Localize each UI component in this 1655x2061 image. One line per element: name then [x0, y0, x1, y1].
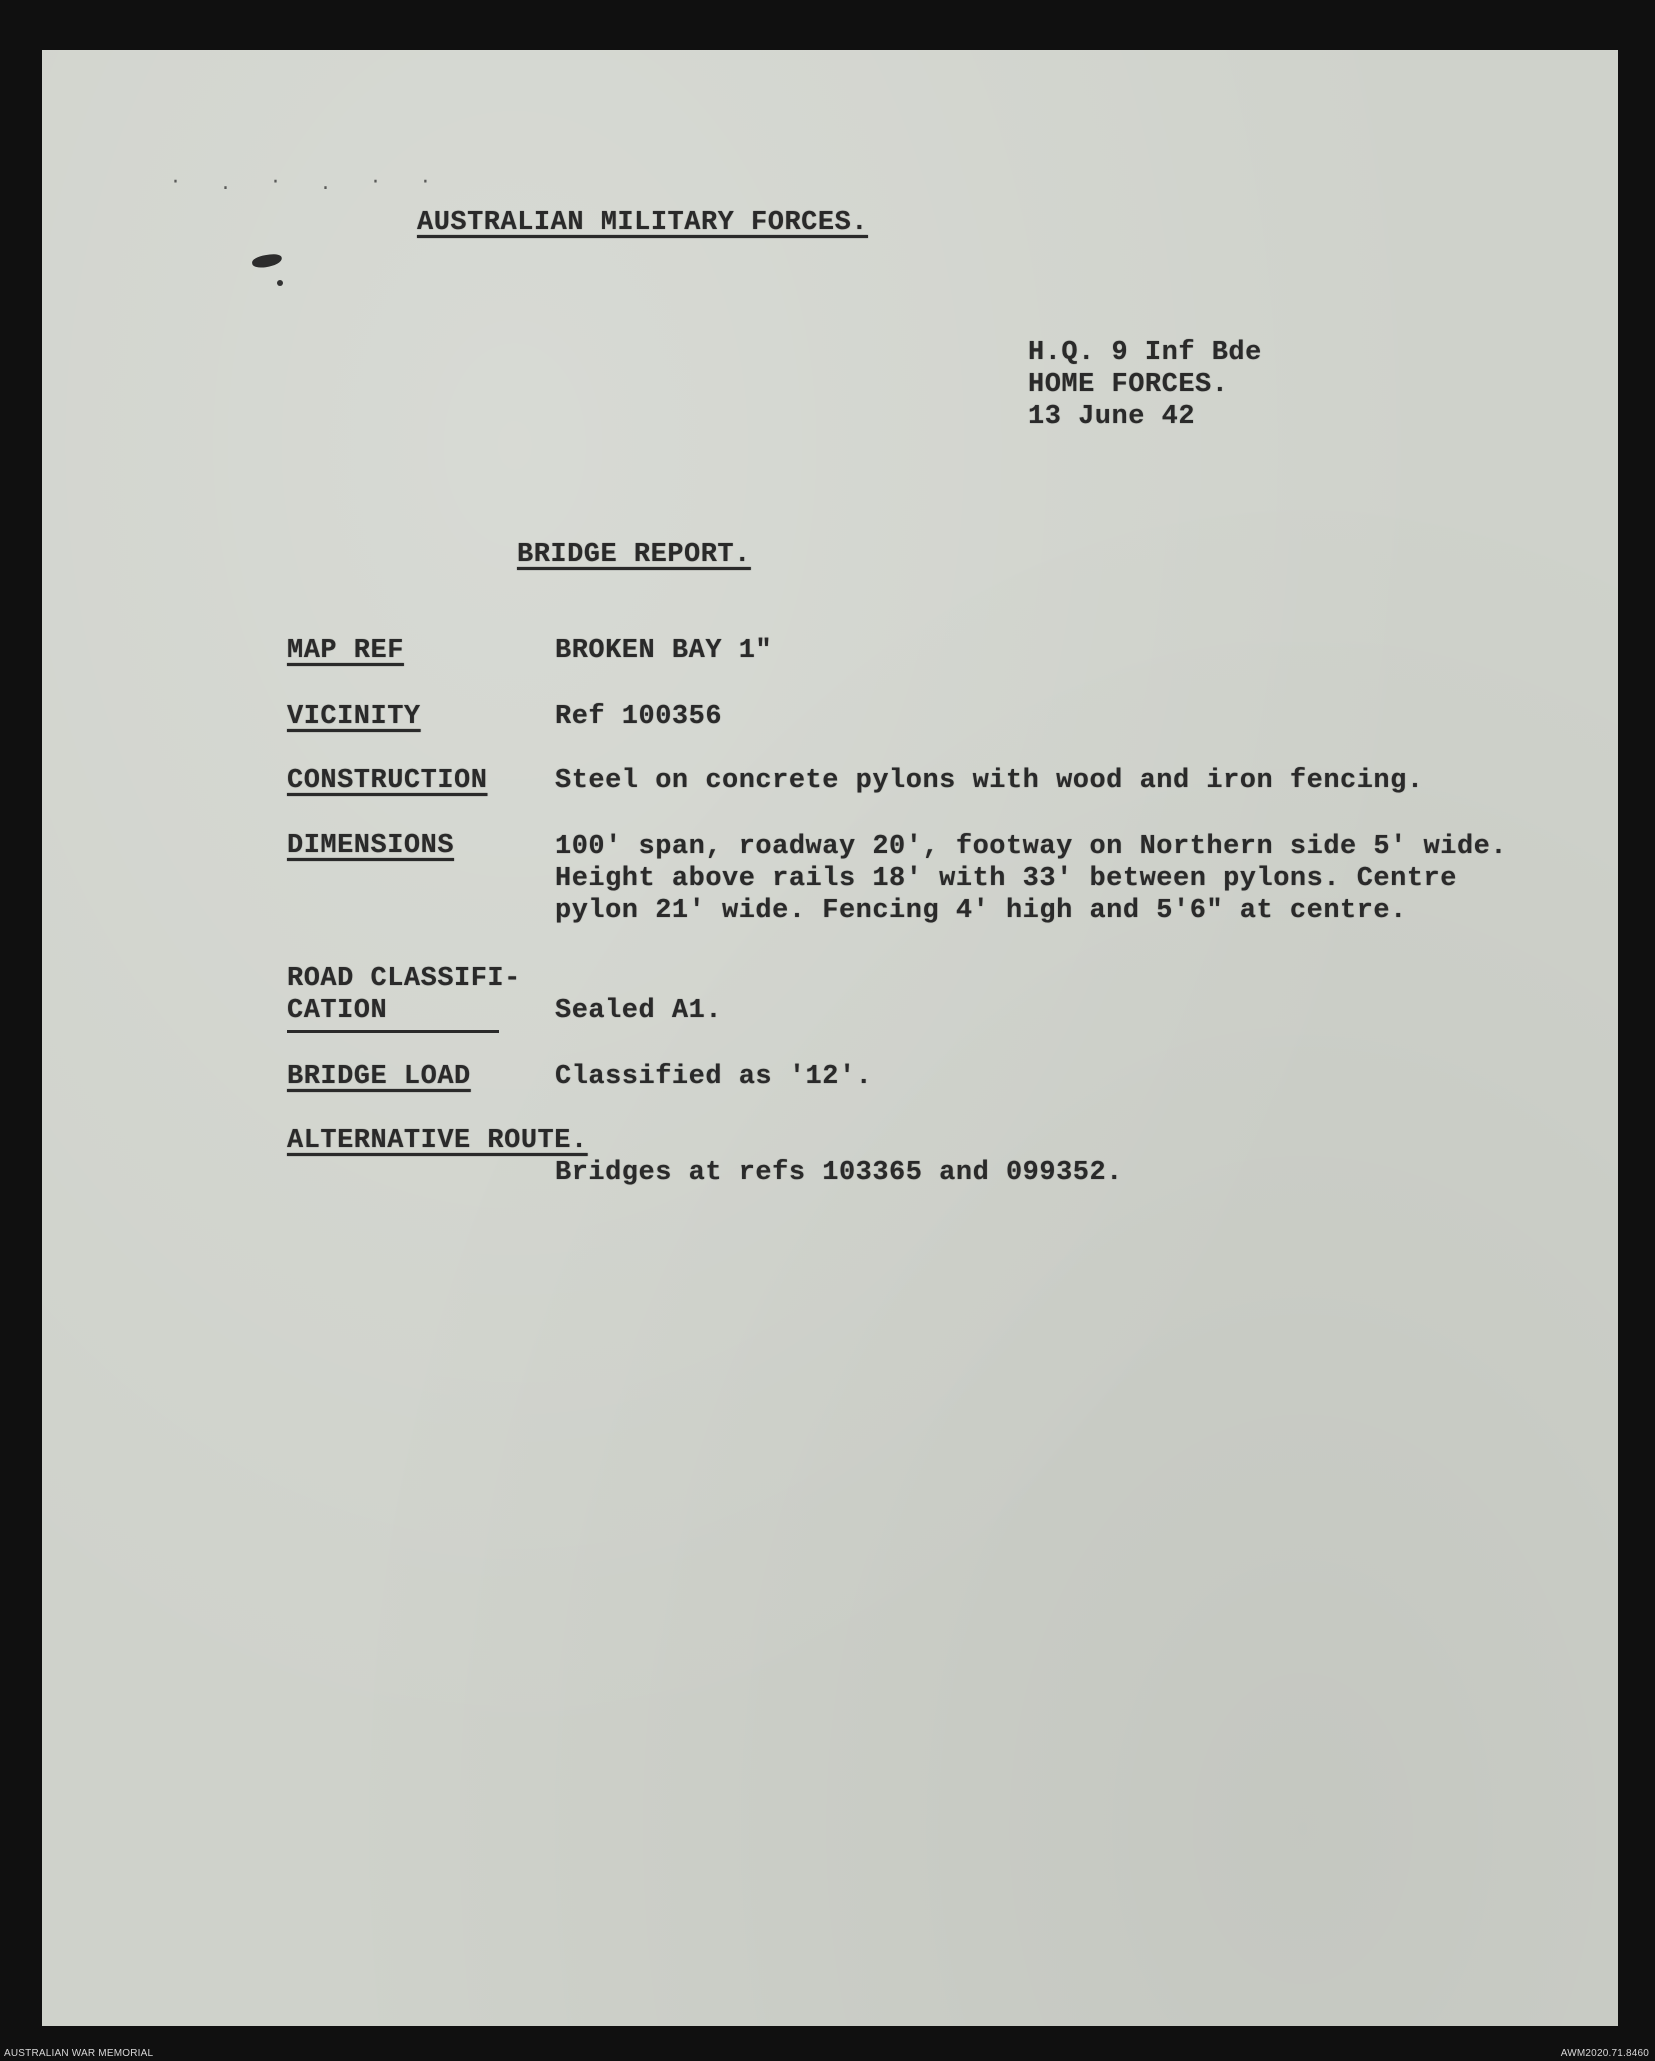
construction-label: CONSTRUCTION	[287, 766, 488, 796]
footer-accession-number: AWM2020.71.8460	[1560, 2048, 1649, 2059]
dimensions-label: DIMENSIONS	[287, 831, 455, 861]
footer-source: AUSTRALIAN WAR MEMORIAL	[4, 2048, 154, 2059]
vicinity-value: Ref 100356	[555, 702, 723, 732]
map-ref-value: BROKEN BAY 1"	[555, 636, 773, 666]
report-title: BRIDGE REPORT.	[517, 540, 751, 570]
alternative-route-label: ALTERNATIVE ROUTE.	[287, 1126, 588, 1156]
document-page	[42, 50, 1618, 2026]
header-date: 13 June 42	[1028, 402, 1196, 432]
dimensions-line-1: 100' span, roadway 20', footway on Northern side 5' wide.	[555, 832, 1508, 862]
ink-specks: · . · . · ·	[172, 170, 447, 195]
ink-blot-small	[277, 280, 283, 286]
road-classification-label-line-1: ROAD CLASSIFI-	[287, 964, 521, 994]
document-heading: AUSTRALIAN MILITARY FORCES.	[417, 208, 868, 238]
bridge-load-value: Classified as '12'.	[555, 1062, 873, 1092]
vicinity-label: VICINITY	[287, 702, 421, 732]
header-command: HOME FORCES.	[1028, 370, 1229, 400]
bridge-load-label: BRIDGE LOAD	[287, 1062, 471, 1092]
dimensions-line-3: pylon 21' wide. Fencing 4' high and 5'6" at centre.	[555, 896, 1407, 926]
road-classification-value: Sealed A1.	[555, 996, 723, 1026]
alternative-route-value: Bridges at refs 103365 and 099352.	[555, 1158, 1123, 1188]
dimensions-line-2: Height above rails 18' with 33' between pylons. Centre	[555, 864, 1457, 894]
map-ref-label: MAP REF	[287, 636, 404, 666]
header-unit: H.Q. 9 Inf Bde	[1028, 338, 1262, 368]
ink-blot	[251, 253, 282, 269]
road-classification-label-line-2: CATION	[287, 996, 499, 1033]
construction-value: Steel on concrete pylons with wood and iron fencing.	[555, 766, 1424, 796]
